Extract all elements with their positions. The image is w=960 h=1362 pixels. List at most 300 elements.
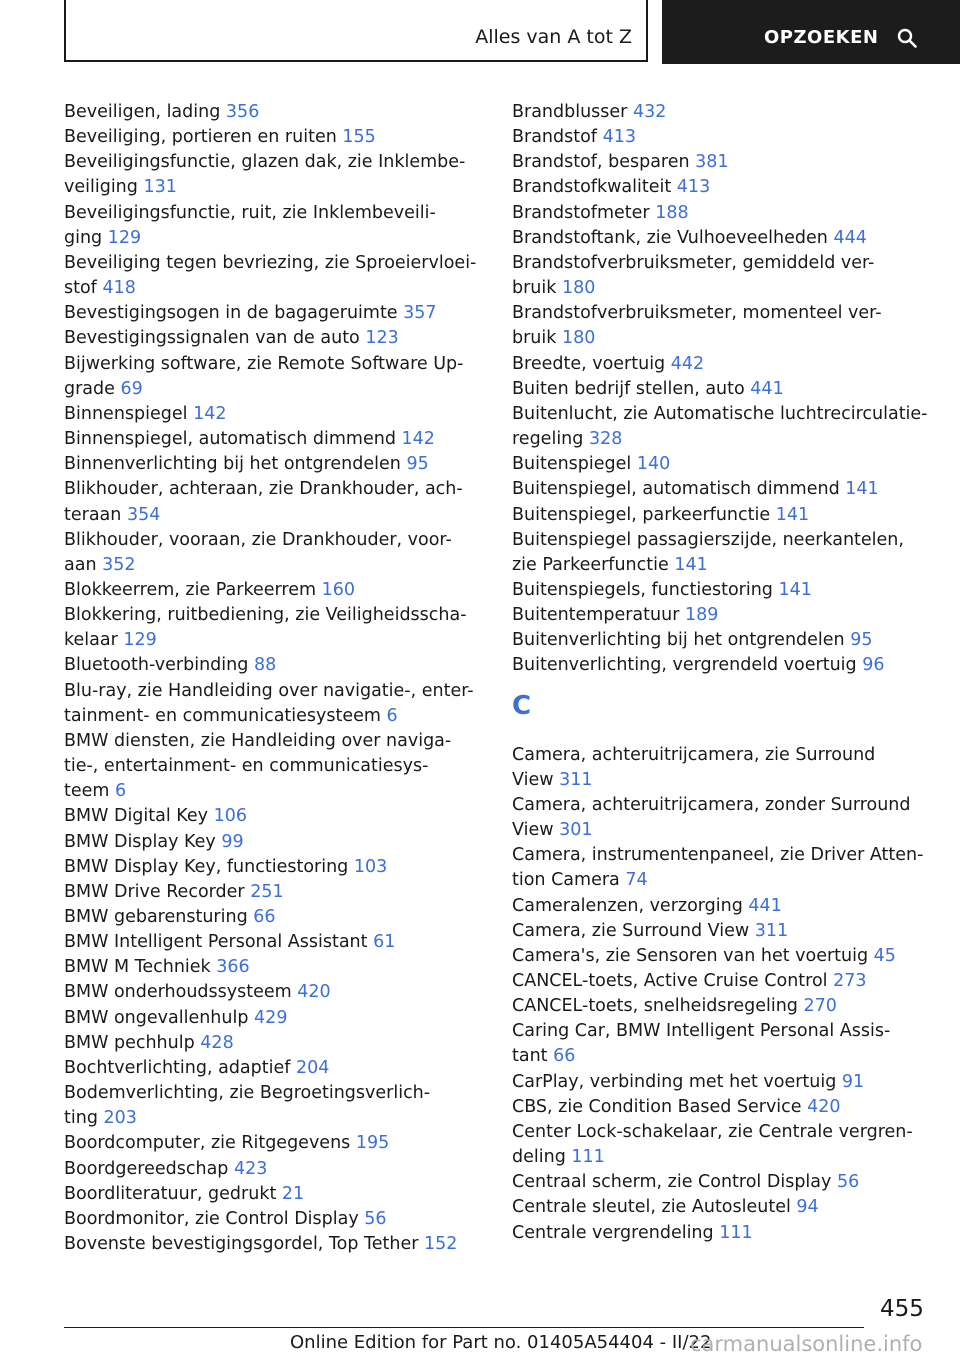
index-group-b <box>512 100 942 679</box>
page-link[interactable]: 91 <box>841 1071 865 1092</box>
index-entry <box>512 969 942 994</box>
index-entry <box>64 352 482 402</box>
index-entry-text <box>64 553 482 578</box>
index-entry-text <box>64 276 482 301</box>
page-link[interactable]: 155 <box>342 127 376 148</box>
index-entry-label: View <box>512 820 554 841</box>
index-entry-text <box>512 100 942 125</box>
search-label: OPZOEKEN <box>764 27 879 48</box>
index-entry-text <box>64 628 482 653</box>
index-entry <box>512 175 942 200</box>
index-entry-label: tainment- en communicatiesysteem <box>64 705 381 726</box>
index-entry-label: Brandstofmeter <box>512 202 650 223</box>
page-link[interactable]: 56 <box>364 1208 387 1229</box>
page-link[interactable]: 203 <box>103 1108 137 1129</box>
index-entry <box>512 793 942 843</box>
index-entry-text <box>512 628 942 653</box>
index-entry-text <box>64 1006 482 1031</box>
index-entry-text <box>64 377 482 402</box>
index-entry-text: Beveiligingsfunctie, ruit, zie Inklembeveili- <box>64 202 436 223</box>
index-entry <box>64 477 482 527</box>
index-entry-text <box>512 1195 942 1220</box>
index-column-right <box>512 100 942 1246</box>
index-entry-label: CarPlay, verbinding met het voertuig <box>512 1071 837 1092</box>
index-entry-label: Brandstof <box>512 127 597 148</box>
index-entry <box>64 1157 482 1182</box>
watermark: carmanualsonline.info <box>690 1332 923 1356</box>
page-link[interactable]: 357 <box>403 303 437 324</box>
index-entry-text: Brandstofverbruiksmeter, momenteel ver- <box>512 303 882 324</box>
page-link[interactable]: 140 <box>636 454 671 475</box>
index-entry-text <box>64 503 482 528</box>
index-entry <box>512 628 942 653</box>
index-entry <box>64 251 482 301</box>
page-link[interactable]: 141 <box>674 554 708 575</box>
page-link[interactable]: 356 <box>225 102 260 122</box>
index-entry <box>512 1120 942 1170</box>
index-entry <box>512 1070 942 1095</box>
index-entry-label: Centraal scherm, zie Control Display <box>512 1172 832 1193</box>
page-link[interactable]: 61 <box>373 932 396 953</box>
index-entry-label: Boordliteratuur, gedrukt <box>64 1183 277 1204</box>
page-link[interactable]: 189 <box>684 605 719 626</box>
index-entry-text <box>512 1095 942 1120</box>
page-number: 455 <box>880 1296 924 1322</box>
index-entry <box>512 919 942 944</box>
index-entry-text <box>64 1232 482 1257</box>
index-entry-label: Bevestigingsogen in de bagageruimte <box>64 303 398 324</box>
index-entry-text: Blu-ray, zie Handleiding over navigatie-, enter- <box>64 680 474 701</box>
index-entry <box>512 944 942 969</box>
page-link[interactable]: 442 <box>670 353 705 374</box>
page-link[interactable]: 96 <box>862 655 885 676</box>
index-entry-label: aan <box>64 554 97 575</box>
page-link[interactable]: 88 <box>253 655 277 676</box>
index-entry <box>512 100 942 125</box>
index-entry <box>64 1131 482 1156</box>
index-entry <box>512 528 942 578</box>
index-entry-label: bruik <box>512 278 557 299</box>
index-entry <box>512 743 942 793</box>
index-entry <box>512 201 942 226</box>
index-entry-text <box>512 944 942 969</box>
index-entry <box>512 1170 942 1195</box>
index-entry <box>64 603 482 653</box>
footer-text: Online Edition for Part no. 01405A54404 - II/22 <box>290 1332 712 1353</box>
index-entry <box>512 653 942 678</box>
index-entry-text: Center Lock-schakelaar, zie Centrale vergren- <box>512 1121 913 1142</box>
page-link[interactable]: 441 <box>748 895 782 916</box>
index-entry-label: Buiten bedrijf stellen, auto <box>512 378 745 399</box>
index-entry <box>512 377 942 402</box>
index-entry-label: Boordmonitor, zie Control Display <box>64 1208 359 1229</box>
index-entry-label: Breedte, voertuig <box>512 353 666 374</box>
index-entry-text <box>512 377 942 402</box>
page-link[interactable]: 354 <box>126 504 161 525</box>
index-entry <box>512 226 942 251</box>
index-entry <box>512 402 942 452</box>
page-link[interactable]: 420 <box>807 1096 841 1117</box>
index-entry-label: Bevestigingssignalen van de auto <box>64 328 360 349</box>
header-section-box <box>64 0 648 62</box>
page-link[interactable]: 251 <box>250 881 284 902</box>
page-link[interactable]: 129 <box>107 227 142 248</box>
page-link[interactable]: 195 <box>355 1133 390 1154</box>
index-entry <box>512 578 942 603</box>
index-entry-text <box>512 603 942 628</box>
index-entry <box>512 603 942 628</box>
page-link[interactable]: 106 <box>213 806 248 827</box>
index-entry-text: Camera, achteruitrijcamera, zie Surround <box>512 744 876 765</box>
page-link[interactable]: 429 <box>254 1007 288 1028</box>
index-entry-label: Beveiligen, lading <box>64 102 221 122</box>
index-entry-label: View <box>512 769 554 790</box>
index-entry-text: Blikhouder, vooraan, zie Drankhouder, voor- <box>64 529 452 550</box>
index-entry-text: Buitenspiegel passagierszijde, neerkantelen, <box>512 529 904 550</box>
index-entry <box>64 804 482 829</box>
index-entry-text <box>512 578 942 603</box>
index-entry-text <box>512 352 942 377</box>
index-entry-label: BMW Display Key <box>64 831 216 852</box>
page-link[interactable]: 328 <box>588 429 623 450</box>
index-entry-text <box>64 578 482 603</box>
page-link[interactable]: 311 <box>559 769 593 790</box>
page-link[interactable]: 413 <box>602 127 636 148</box>
index-entry <box>512 125 942 150</box>
page-link[interactable]: 381 <box>695 152 729 173</box>
page-link[interactable]: 444 <box>833 227 867 248</box>
page-link[interactable]: 180 <box>561 328 596 349</box>
index-entry-label: grade <box>64 378 115 399</box>
index-entry <box>64 955 482 980</box>
page-link[interactable]: 141 <box>778 579 812 600</box>
index-entry-text <box>512 326 942 351</box>
index-entry-label: teraan <box>64 504 122 525</box>
index-entry-label: Bochtverlichting, adaptief <box>64 1057 291 1078</box>
index-entry-label: Buitentemperatuur <box>512 605 680 626</box>
page-link[interactable]: 420 <box>297 982 331 1003</box>
index-entry <box>64 679 482 729</box>
index-entry-text <box>64 830 482 855</box>
index-entry <box>64 653 482 678</box>
index-entry <box>64 830 482 855</box>
index-entry-label: Buitenspiegels, functiestoring <box>512 579 773 600</box>
index-entry-label: tant <box>512 1046 548 1067</box>
page-link[interactable]: 66 <box>253 907 276 927</box>
index-entry-label: BMW onderhoudssysteem <box>64 982 292 1003</box>
index-entry-text <box>512 452 942 477</box>
page-link[interactable]: 428 <box>200 1032 234 1053</box>
index-entry <box>64 402 482 427</box>
page-link[interactable]: 270 <box>803 996 837 1017</box>
index-entry <box>64 1006 482 1031</box>
index-entry-text <box>64 930 482 955</box>
index-entry-label: BMW Display Key, functiestoring <box>64 856 349 877</box>
page-link[interactable]: 152 <box>424 1234 458 1255</box>
index-entry <box>64 1081 482 1131</box>
index-entry-label: Cameralenzen, verzorging <box>512 895 743 916</box>
index-entry-text <box>512 175 942 200</box>
page-link[interactable]: 352 <box>102 554 136 575</box>
index-entry-label: Centrale vergrendeling <box>512 1222 714 1243</box>
index-entry-label: ting <box>64 1108 98 1129</box>
index-entry-label: BMW M Techniek <box>64 957 211 978</box>
index-entry-label: CANCEL-toets, Active Cruise Control <box>512 971 828 991</box>
index-entry-text <box>512 201 942 226</box>
index-entry-text <box>512 276 942 301</box>
index-entry <box>512 1221 942 1246</box>
index-entry-label: CANCEL-toets, snelheidsregeling <box>512 996 798 1017</box>
index-entry <box>512 843 942 893</box>
page-link[interactable]: 142 <box>401 429 435 450</box>
index-entry-text <box>64 175 482 200</box>
index-entry-label: BMW ongevallenhulp <box>64 1007 249 1028</box>
page-link[interactable]: 66 <box>553 1046 576 1067</box>
index-entry-text: Camera, achteruitrijcamera, zonder Surround <box>512 794 911 815</box>
page-link[interactable]: 204 <box>295 1057 330 1078</box>
index-entry-text <box>64 804 482 829</box>
index-entry-text: Camera, instrumentenpaneel, zie Driver Atten- <box>512 845 924 866</box>
index-entry-label: BMW gebarensturing <box>64 907 248 927</box>
page-link[interactable]: 94 <box>796 1197 819 1218</box>
index-entry-label: Brandstofkwaliteit <box>512 177 672 198</box>
index-entry-text <box>64 1056 482 1081</box>
index-entry-text: BMW diensten, zie Handleiding over naviga- <box>64 730 452 751</box>
page-link[interactable]: 95 <box>406 454 429 475</box>
index-entry-label: ging <box>64 227 103 248</box>
index-entry <box>64 1031 482 1056</box>
page-link[interactable]: 301 <box>559 820 593 841</box>
index-entry <box>64 1232 482 1257</box>
page-link[interactable]: 432 <box>632 102 667 122</box>
index-group-c <box>512 743 942 1246</box>
index-entry-text: Buitenlucht, zie Automatische luchtrecirculatie- <box>512 403 928 424</box>
index-entry-label: Binnenverlichting bij het ontgrendelen <box>64 454 401 475</box>
index-entry-text <box>512 994 942 1019</box>
index-entry-label: stof <box>64 278 97 299</box>
index-entry <box>64 452 482 477</box>
index-entry-text <box>64 779 482 804</box>
index-entry <box>64 855 482 880</box>
index-entry <box>512 301 942 351</box>
index-entry-text: Bijwerking software, zie Remote Software Up- <box>64 353 464 374</box>
page-link[interactable]: 45 <box>873 945 896 966</box>
index-entry-label: Centrale sleutel, zie Autosleutel <box>512 1197 791 1218</box>
index-entry-label: Brandstoftank, zie Vulhoeveelheden <box>512 227 828 248</box>
index-entry-text <box>512 477 942 502</box>
index-entry-text <box>512 1044 942 1069</box>
page-link[interactable]: 311 <box>754 920 789 941</box>
index-entry-text: Beveiligingsfunctie, glazen dak, zie Inklembe- <box>64 152 466 173</box>
index-entry-label: Blokkeerrem, zie Parkeerrem <box>64 579 317 600</box>
index-entry-text <box>512 1145 942 1170</box>
page-link[interactable]: 160 <box>321 579 355 600</box>
index-entry <box>64 905 482 930</box>
page-link[interactable]: 111 <box>571 1147 605 1168</box>
index-entry-label: Buitenspiegel, parkeerfunctie <box>512 504 771 525</box>
index-entry <box>64 980 482 1005</box>
index-entry-text <box>512 868 942 893</box>
index-entry-text: Brandstofverbruiksmeter, gemiddeld ver- <box>512 252 875 273</box>
index-entry <box>64 100 482 125</box>
index-entry <box>64 880 482 905</box>
index-entry <box>64 1056 482 1081</box>
search-icon <box>897 28 917 48</box>
index-entry <box>512 1019 942 1069</box>
index-entry-text <box>64 704 482 729</box>
index-entry-text <box>512 427 942 452</box>
index-entry-text <box>64 1131 482 1156</box>
index-entry <box>512 1195 942 1220</box>
section-letter: C <box>512 690 532 721</box>
page-link[interactable]: 142 <box>193 403 227 424</box>
index-entry-text: Blikhouder, achteraan, zie Drankhouder, ach- <box>64 479 463 500</box>
index-entry <box>512 503 942 528</box>
index-entry-text <box>64 326 482 351</box>
index-entry-text <box>64 855 482 880</box>
index-entry-text: Beveiliging tegen bevriezing, zie Sproeiervloei- <box>64 252 477 273</box>
index-entry-text <box>512 553 942 578</box>
index-entry <box>64 729 482 804</box>
index-entry-text: Bodemverlichting, zie Begroetingsverlich- <box>64 1083 431 1104</box>
index-entry <box>64 201 482 251</box>
index-entry-text: Blokkering, ruitbediening, zie Veiligheidsscha- <box>64 605 467 626</box>
index-entry-label: kelaar <box>64 630 118 651</box>
index-entry-text <box>512 503 942 528</box>
page-link[interactable]: 6 <box>115 781 127 802</box>
index-entry <box>512 352 942 377</box>
page-link[interactable]: 418 <box>102 278 136 299</box>
index-entry-label: Beveiliging, portieren en ruiten <box>64 127 337 148</box>
index-entry-label: Bovenste bevestigingsgordel, Top Tether <box>64 1234 419 1255</box>
page-link[interactable]: 21 <box>281 1183 305 1204</box>
index-entry-label: Buitenspiegel, automatisch dimmend <box>512 479 840 500</box>
page-link[interactable]: 99 <box>221 831 244 852</box>
page-link[interactable]: 123 <box>365 328 399 349</box>
page-link[interactable]: 188 <box>655 202 689 223</box>
index-entry-text: Caring Car, BMW Intelligent Personal Assis- <box>512 1021 891 1042</box>
index-entry-label: tion Camera <box>512 870 620 891</box>
index-entry-text <box>512 1221 942 1246</box>
page-link[interactable]: 141 <box>775 504 810 525</box>
page-link[interactable]: 413 <box>676 177 711 198</box>
index-entry-text <box>64 452 482 477</box>
index-entry-text <box>512 894 942 919</box>
index-entry-label: Binnenspiegel <box>64 403 188 424</box>
index-entry-label: Brandstof, besparen <box>512 152 690 173</box>
index-entry <box>512 894 942 919</box>
index-entry-label: Binnenspiegel, automatisch dimmend <box>64 429 396 450</box>
index-entry-text <box>64 100 482 125</box>
index-entry <box>512 452 942 477</box>
page-link[interactable]: 111 <box>719 1222 753 1243</box>
index-entry-label: BMW pechhulp <box>64 1032 195 1053</box>
index-entry-label: teem <box>64 781 110 802</box>
index-entry-label: Boordgereedschap <box>64 1158 229 1179</box>
page-link[interactable]: 69 <box>120 378 143 399</box>
index-entry-label: zie Parkeerfunctie <box>512 554 669 575</box>
index-entry-text <box>64 1157 482 1182</box>
page-link[interactable]: 423 <box>233 1158 268 1179</box>
index-entry-text <box>64 125 482 150</box>
index-entry-text <box>512 1070 942 1095</box>
index-entry-label: veiliging <box>64 177 138 198</box>
index-entry <box>64 150 482 200</box>
index-entry-label: Brandblusser <box>512 102 628 122</box>
index-entry-text <box>64 402 482 427</box>
page-link[interactable]: 74 <box>625 870 648 891</box>
index-entry-label: Camera, zie Surround View <box>512 920 750 941</box>
page-link[interactable]: 141 <box>845 479 879 500</box>
index-entry-text <box>512 150 942 175</box>
index-entry-label: Camera's, zie Sensoren van het voertuig <box>512 945 869 966</box>
page-link[interactable]: 273 <box>833 971 867 991</box>
index-entry-label: Buitenverlichting, vergrendeld voertuig <box>512 655 857 676</box>
index-entry-text <box>64 427 482 452</box>
index-entry-label: BMW Digital Key <box>64 806 209 827</box>
index-entry-text <box>64 1207 482 1232</box>
index-entry-label: BMW Drive Recorder <box>64 881 245 902</box>
page-link[interactable]: 56 <box>836 1172 860 1193</box>
index-entry <box>64 125 482 150</box>
index-entry <box>64 528 482 578</box>
page-link[interactable]: 131 <box>143 177 177 198</box>
index-entry <box>512 251 942 301</box>
index-entry-text: tie-, entertainment- en communicatiesys- <box>64 756 429 777</box>
page-link[interactable]: 95 <box>850 630 873 651</box>
index-entry <box>512 994 942 1019</box>
search-button[interactable] <box>662 0 960 64</box>
index-entry-label: regeling <box>512 429 584 450</box>
index-entry-text <box>64 1106 482 1131</box>
index-entry-text <box>512 125 942 150</box>
page-link[interactable]: 366 <box>216 957 250 978</box>
index-entry-text <box>64 955 482 980</box>
index-entry-text <box>512 919 942 944</box>
index-entry-text <box>64 226 482 251</box>
index-entry <box>64 578 482 603</box>
index-entry <box>512 150 942 175</box>
index-entry-text <box>64 880 482 905</box>
index-entry-label: CBS, zie Condition Based Service <box>512 1096 802 1117</box>
index-entry <box>64 427 482 452</box>
index-entry <box>64 1182 482 1207</box>
index-entry-text <box>64 980 482 1005</box>
index-entry <box>64 301 482 326</box>
index-entry <box>64 326 482 351</box>
index-column-left <box>64 100 482 1257</box>
index-entry <box>64 1207 482 1232</box>
header-section-title: Alles van A tot Z <box>475 26 632 48</box>
index-entry-label: Buitenverlichting bij het ontgrendelen <box>512 630 845 651</box>
index-entry <box>512 477 942 502</box>
index-entry-text <box>64 1031 482 1056</box>
page-link[interactable]: 180 <box>561 278 596 299</box>
index-entry-label: BMW Intelligent Personal Assistant <box>64 932 368 953</box>
index-entry-text <box>512 653 942 678</box>
page-link[interactable]: 441 <box>750 378 784 399</box>
index-entry-label: bruik <box>512 328 557 349</box>
index-entry-text <box>512 768 942 793</box>
page-link[interactable]: 129 <box>123 630 157 651</box>
page-link[interactable]: 6 <box>386 705 398 726</box>
index-entry-label: Boordcomputer, zie Ritgegevens <box>64 1133 351 1154</box>
index-entry-text <box>512 1170 942 1195</box>
index-entry-text <box>64 1182 482 1207</box>
page-link[interactable]: 103 <box>353 856 388 877</box>
index-entry-label: Buitenspiegel <box>512 454 632 475</box>
index-entry-label: Bluetooth-verbinding <box>64 655 249 676</box>
